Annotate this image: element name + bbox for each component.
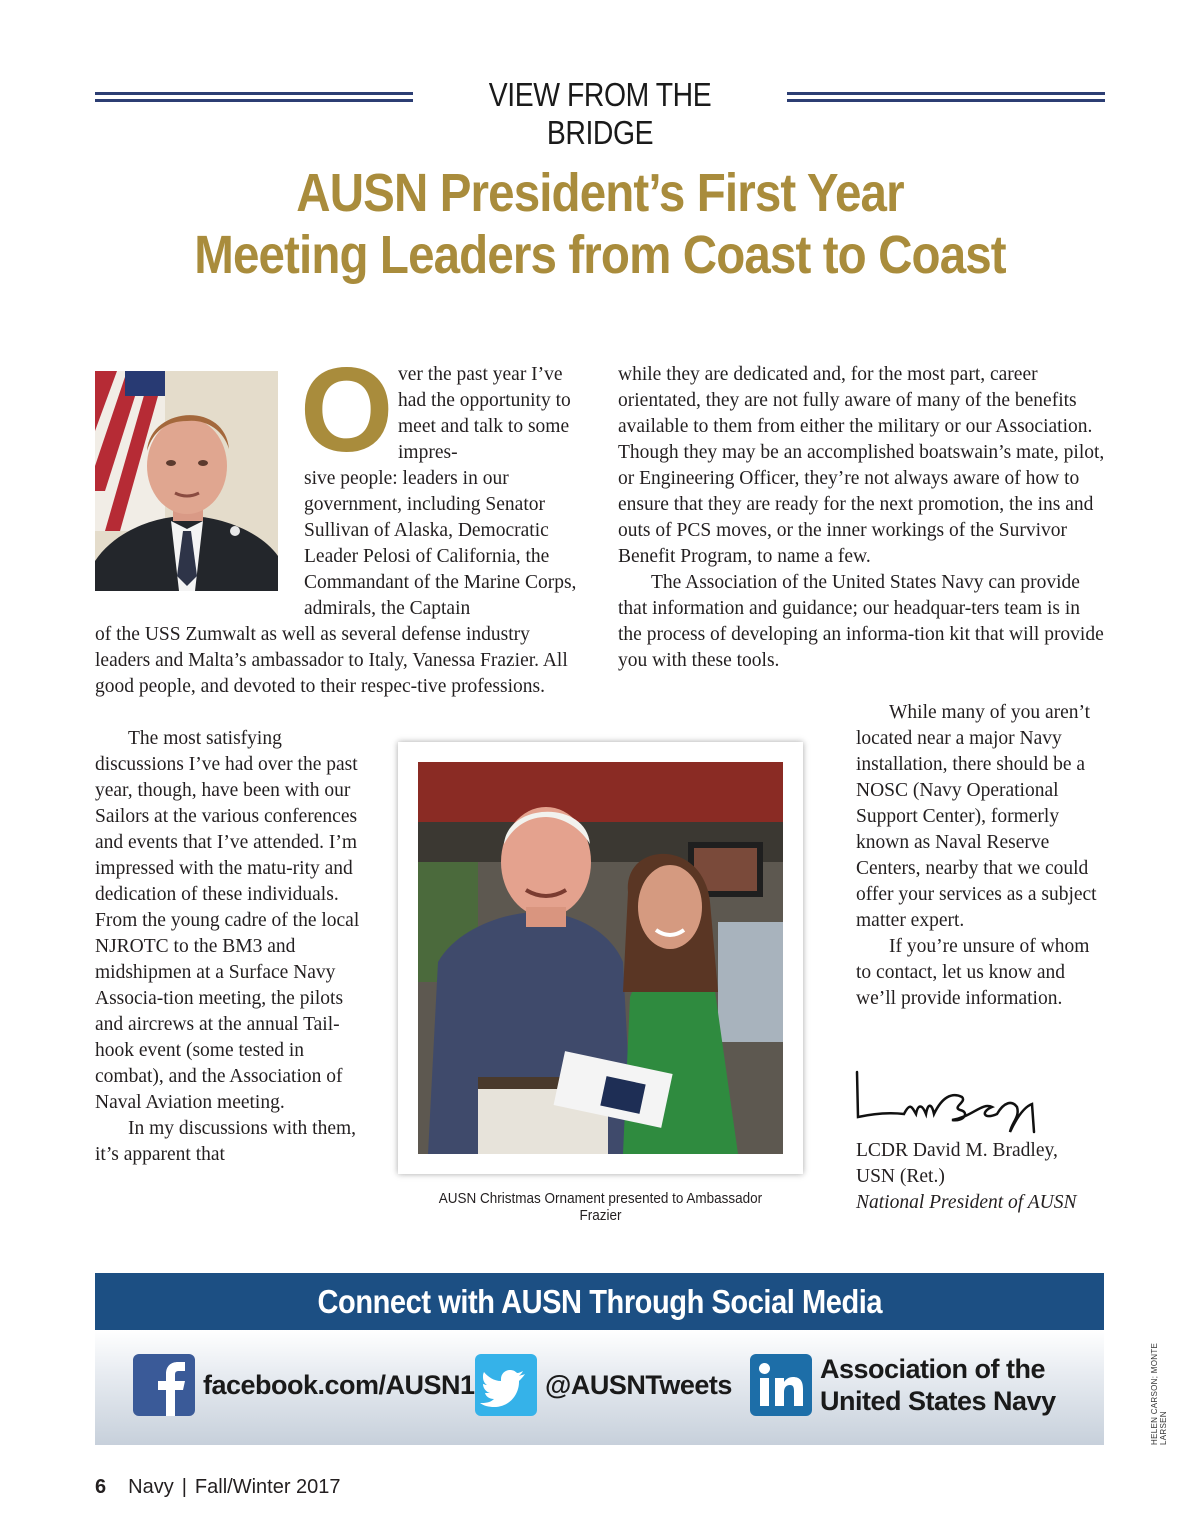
signer-name: LCDR David M. Bradley,	[856, 1140, 1058, 1161]
twitter-link[interactable]	[475, 1353, 732, 1417]
article-paragraph: If you’re unsure of whom to contact, let us know and we’ll provide information.	[856, 936, 1090, 1009]
linkedin-name	[820, 1353, 1056, 1417]
facebook-handle: facebook.com/AUSN1	[203, 1369, 475, 1400]
social-media-banner	[95, 1273, 1104, 1445]
signer-block	[856, 1138, 1116, 1216]
facebook-link[interactable]	[133, 1353, 475, 1417]
photo-frame	[398, 742, 803, 1174]
page-number: 6	[95, 1476, 107, 1498]
social-heading-text: Connect with AUSN Through Social Media	[317, 1283, 882, 1320]
photo-caption: AUSN Christmas Ornament presented to Ambassador Frazier	[438, 1190, 763, 1224]
article-paragraph: The Association of the United States Navy can provide that information and guidance; our headquar-ters team is in the process of developing an informa-tion kit that will provide you with these tools.	[618, 572, 1104, 671]
footer-separator: |	[181, 1476, 187, 1498]
article-paragraph: while they are dedicated and, for the most part, career orientated, they are not fully aware of many of the benefits available to them from either the military or our Association. Though they may be an accomplished boatswain’s mate, pilot, or Engineering Officer, they’re not always aware of how to ensure that they are ready for the next promotion, the ins and outs of PCS moves, or the inner workings of the Survivor Benefit Program, to name a few.	[618, 364, 1105, 567]
linkedin-name-line2: United States Navy	[820, 1386, 1056, 1416]
linkedin-link[interactable]	[750, 1353, 1056, 1417]
article-paragraph: The most satisfying discussions I’ve had over the past year, though, have been with our Sailors at the various conferences and events that I’ve attended. I’m impressed with the matu-rity and dedication of these individuals. From the young cadre of the local NJROTC to the BM3 and midshipmen at a Surface Navy Associa-tion meeting, the pilots and aircrews at the annual Tail-hook event (some tested in combat), and the Association of Naval Aviation meeting.	[95, 728, 360, 1113]
article-col2-upper	[618, 362, 1108, 674]
article-col1-full: of the USS Zumwalt as well as several defense industry leaders and Malta’s ambassador to Italy, Vanessa Frazier. All good people, and devoted to their respec-tive professions.	[95, 624, 568, 697]
drop-cap: O	[300, 343, 394, 477]
twitter-icon	[475, 1354, 537, 1416]
author-portrait	[95, 371, 278, 591]
headline-line-2: Meeting Leaders from Coast to Coast	[194, 225, 1006, 285]
magazine-name: Navy	[128, 1476, 174, 1498]
header-rule-left	[95, 92, 413, 102]
signature	[852, 1062, 1072, 1142]
section-label: VIEW FROM THE BRIDGE	[488, 76, 712, 151]
article-paragraph: In my discussions with them, it’s apparent that	[95, 1118, 357, 1165]
linkedin-name-line1: Association of the	[820, 1354, 1046, 1384]
linkedin-icon	[750, 1354, 812, 1416]
page-footer	[95, 1476, 341, 1499]
event-photo	[418, 762, 783, 1154]
article-col1-intro: ver the past year I’ve had the opportunity to meet and talk to some impres-	[398, 364, 571, 463]
article-col1-lower	[95, 726, 365, 1168]
photo-credit: HELEN CARSON; MONTE LARSEN	[1150, 1342, 1168, 1445]
article-paragraph: While many of you aren’t located near a major Navy installation, there should be a NOSC (Navy Operational Support Center), formerly known as Naval Reserve Centers, nearby that we could offer your services as a subject matter expert.	[856, 702, 1097, 931]
social-links	[95, 1330, 1104, 1445]
article-col1-mid: sive people: leaders in our government, including Senator Sullivan of Alaska, Democratic Leader Pelosi of California, the Commandant of the Marine Corps, admirals, the Captain	[304, 468, 577, 619]
header-rule-right	[787, 92, 1105, 102]
portrait-image	[95, 371, 278, 591]
event-photo-image	[418, 762, 783, 1154]
twitter-handle: @AUSNTweets	[545, 1369, 732, 1400]
issue-label: Fall/Winter 2017	[194, 1476, 341, 1498]
article-col2-lower	[856, 700, 1106, 1012]
social-heading	[95, 1273, 1104, 1330]
headline-line-1: AUSN President’s First Year	[296, 163, 904, 223]
signer-title: National President of AUSN	[856, 1192, 1077, 1213]
facebook-icon	[133, 1354, 195, 1416]
signer-suffix: USN (Ret.)	[856, 1166, 945, 1187]
